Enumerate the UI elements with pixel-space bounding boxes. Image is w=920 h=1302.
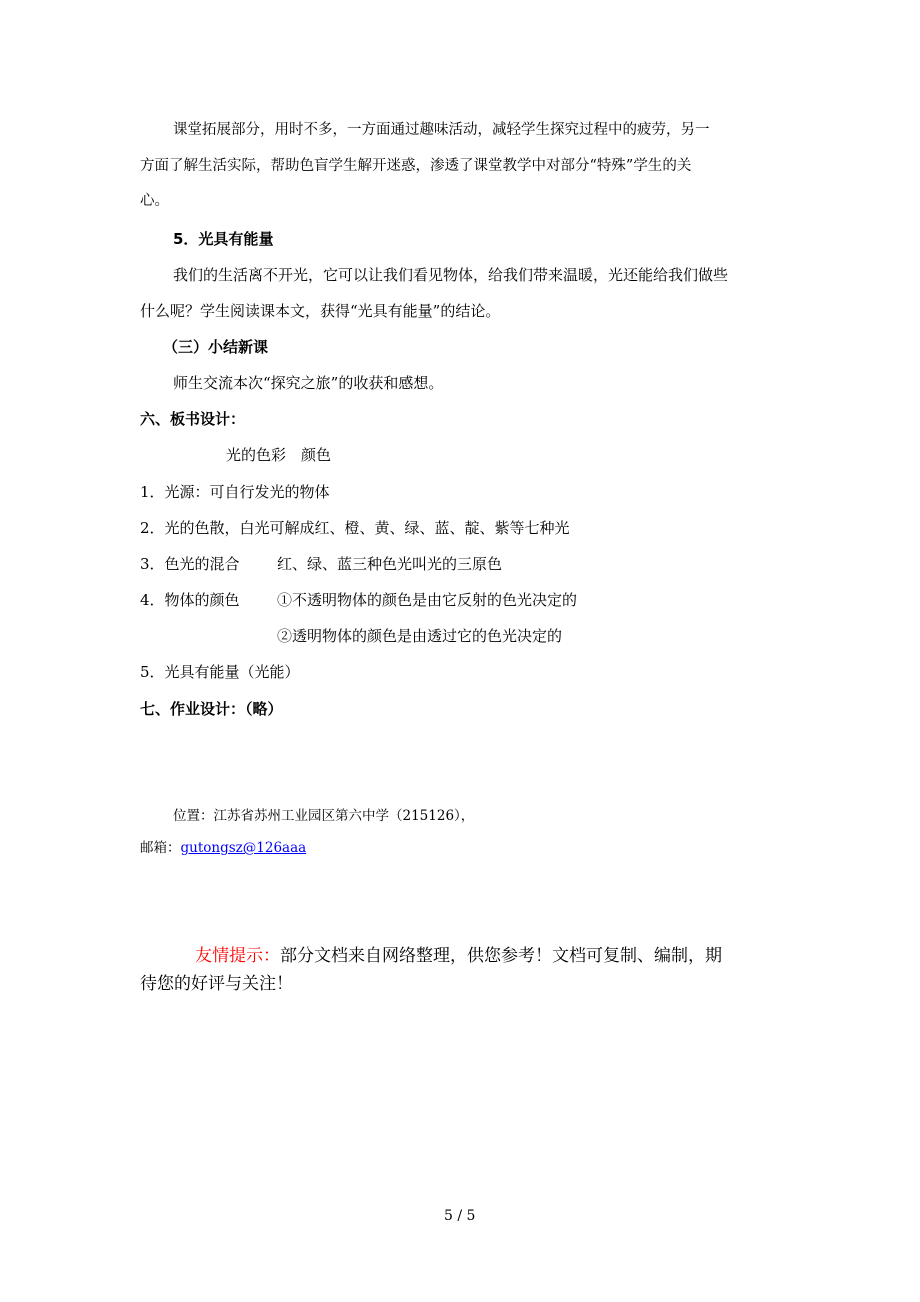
paragraph-line: 我们的生活离不开光，它可以让我们看见物体，给我们带来温暖，光还能给我们做些 [173,266,729,284]
section-heading: 六、板书设计： [140,410,246,428]
board-item-label: 3．色光的混合 [140,555,240,573]
email-line [140,838,306,858]
tip-line: 待您的好评与关注！ [140,974,293,994]
section-heading: 七、作业设计：（略） [140,700,283,718]
tip-text: 部分文档来自网络整理，供您参考！文档可复制、编制，期 [280,946,722,966]
tip-label: 友情提示： [195,946,280,966]
paragraph-line: 师生交流本次“探究之旅”的收获和感想。 [173,374,444,392]
email-link[interactable]: gutongsz@126aaa [180,840,307,856]
tip-line [195,944,722,968]
board-title: 光的色彩 颜色 [226,446,332,464]
board-item-text: 红、绿、蓝三种色光叫光的三原色 [277,555,503,573]
paragraph-line: 方面了解生活实际，帮助色盲学生解开迷惑，渗透了课堂教学中对部分“特殊”学生的关 [140,158,692,174]
email-label: 邮箱： [140,840,181,856]
board-item-text: ②透明物体的颜色是由透过它的色光决定的 [277,627,563,645]
address-text: 江苏省苏州工业园区第六中学（215126）， [213,808,475,824]
board-item: 2．光的色散，白光可解成红、橙、黄、绿、蓝、靛、紫等七种光 [140,519,570,537]
board-item-text: ①不透明物体的颜色是由它反射的色光决定的 [277,591,578,609]
page-number: 5 / 5 [444,1208,476,1224]
section-heading: （三）小结新课 [163,338,269,356]
board-item-label: 4．物体的颜色 [140,591,240,609]
section-heading: 5．光具有能量 [173,230,274,248]
paragraph-line: 课堂拓展部分，用时不多，一方面通过趣味活动，减轻学生探究过程中的疲劳，另一 [173,122,710,138]
board-item: 1．光源：可自行发光的物体 [140,483,330,501]
address-label: 位置： [173,808,214,824]
paragraph-line: 什么呢？学生阅读课本文，获得“光具有能量”的结论。 [140,302,501,320]
board-item: 5．光具有能量（光能） [140,663,300,681]
paragraph-line: 心。 [140,193,169,209]
address-line [173,806,474,826]
